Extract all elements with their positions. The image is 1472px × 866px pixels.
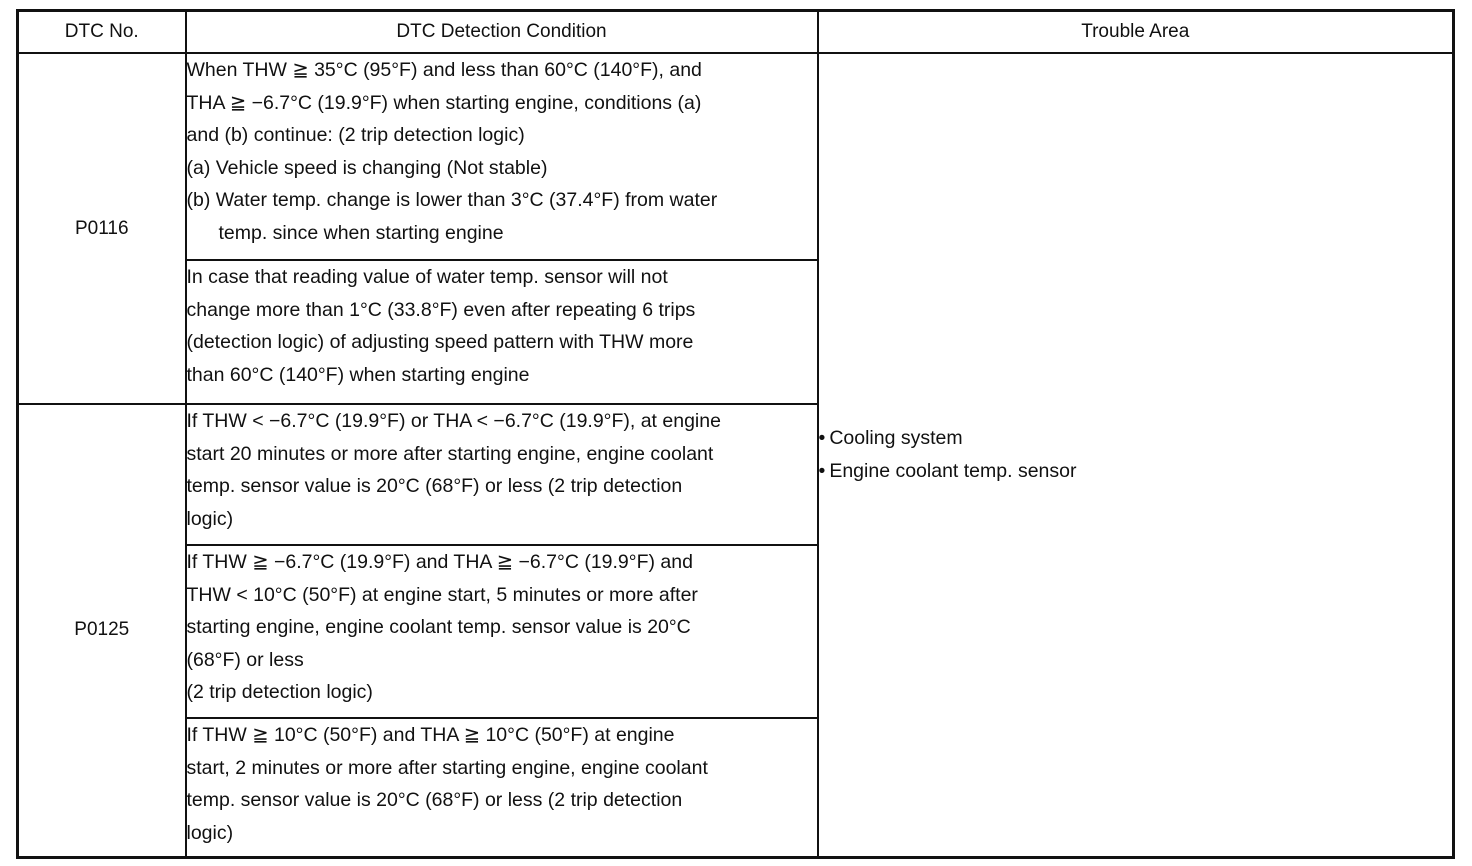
condition-line: THA ≧ −6.7°C (19.9°F) when starting engine, conditions (a) (186, 91, 702, 114)
condition-cell (186, 260, 818, 404)
bullet-icon: • (818, 459, 826, 482)
condition-line: temp. since when starting engine (218, 221, 504, 244)
condition-line: If THW ≧ −6.7°C (19.9°F) and THA ≧ −6.7°C (19.9°F) and (186, 551, 693, 573)
condition-line: THW < 10°C (50°F) at engine start, 5 minutes or more after (186, 583, 698, 606)
condition-line: start 20 minutes or more after starting engine, engine coolant (186, 442, 714, 465)
condition-line: If THW ≧ 10°C (50°F) and THA ≧ 10°C (50°F) at engine (186, 724, 675, 746)
condition-cell (186, 53, 818, 260)
condition-line: logic) (186, 507, 234, 530)
condition-line: temp. sensor value is 20°C (68°F) or less (2 trip detection (186, 789, 683, 811)
dtc-code-p0125: P0125 (18, 404, 186, 857)
bullet-icon: • (818, 426, 826, 449)
condition-line: than 60°C (140°F) when starting engine (186, 363, 530, 386)
condition-line: change more than 1°C (33.8°F) even after repeating 6 trips (186, 298, 696, 321)
condition-cell (186, 545, 818, 718)
condition-line: (2 trip detection logic) (186, 681, 373, 703)
condition-line: logic) (186, 821, 234, 844)
condition-line: (68°F) or less (186, 648, 304, 671)
condition-line: (b) Water temp. change is lower than 3°C (37.4°F) from water (186, 189, 718, 211)
dtc-table (16, 9, 1455, 859)
trouble-item-label: Cooling system (829, 426, 963, 449)
condition-cell (186, 718, 818, 857)
header-detection-condition: DTC Detection Condition (186, 11, 818, 54)
trouble-item (819, 455, 1453, 488)
trouble-area-cell (818, 53, 1454, 857)
condition-line: (detection logic) of adjusting speed pattern with THW more (186, 331, 694, 353)
condition-line: temp. sensor value is 20°C (68°F) or less (2 trip detection (186, 475, 683, 497)
table-header-row (18, 11, 1454, 54)
header-trouble-area: Trouble Area (818, 11, 1454, 54)
header-dtc-no: DTC No. (18, 11, 186, 54)
condition-line: In case that reading value of water temp. sensor will not (186, 266, 668, 288)
condition-line: starting engine, engine coolant temp. sensor value is 20°C (186, 616, 691, 638)
condition-line: If THW < −6.7°C (19.9°F) or THA < −6.7°C (19.9°F), at engine (186, 410, 721, 432)
condition-line: and (b) continue: (2 trip detection logic) (186, 124, 525, 146)
trouble-item-label: Engine coolant temp. sensor (829, 459, 1077, 482)
condition-line: start, 2 minutes or more after starting engine, engine coolant (186, 756, 708, 779)
dtc-code-p0116: P0116 (18, 53, 186, 404)
trouble-item (819, 422, 1453, 455)
condition-line: (a) Vehicle speed is changing (Not stable) (186, 156, 548, 179)
condition-cell (186, 404, 818, 545)
condition-line: When THW ≧ 35°C (95°F) and less than 60°C (140°F), and (186, 59, 702, 81)
table-row (18, 53, 1454, 260)
